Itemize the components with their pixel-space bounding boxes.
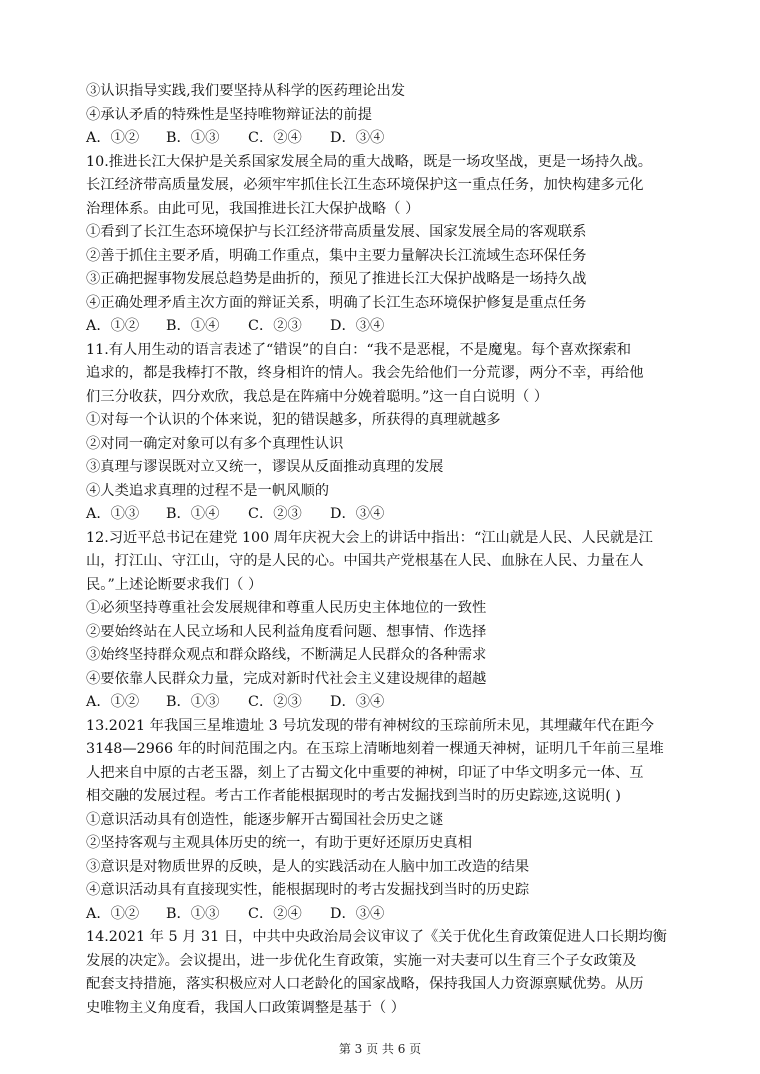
question-9-tail xyxy=(86,80,686,151)
option-line: ③认识指导实践,我们要坚持从科学的医药理论出发 xyxy=(86,83,406,99)
document-page xyxy=(86,80,686,1020)
answer-choices xyxy=(86,315,686,339)
option-line: ③正确把握事物发展总趋势是曲折的，预见了推进长江大保护战略是一场持久战 xyxy=(86,271,587,287)
answer-choices xyxy=(86,503,686,527)
choice-b: B．①③ xyxy=(166,694,220,710)
choice-c: C．②④ xyxy=(248,130,302,146)
question-stem-line: 发展的决定》。会议提出，进一步优化生育政策，实施一对夫妻可以生育三个子女政策及 xyxy=(86,952,637,969)
option-line: ④意识活动具有直接现实性，能根据现时的考古发掘找到当时的历史踪 xyxy=(86,882,530,898)
question-stem-line: 民。”上述论断要求我们（ ） xyxy=(86,576,263,593)
question-stem-line: 山，打江山、守江山，守的是人民的心。中国共产党根基在人民、血脉在人民、力量在人 xyxy=(86,553,644,569)
question-stem-line: 14.2021 年 5 月 31 日，中共中央政治局会议审议了《关于优化生育政策促进人口长期均衡 xyxy=(86,929,667,945)
question-stem-line: 13.2021 年我国三星堆遗址 3 号坑发现的带有神树纹的玉琮前所未见，其埋藏年代在距今 xyxy=(86,717,654,734)
answer-choices xyxy=(86,691,686,715)
option-line: ④承认矛盾的特殊性是坚持唯物辩证法的前提 xyxy=(86,106,372,123)
option-line: ④要依靠人民群众力量，完成对新时代社会主义建设规律的超越 xyxy=(86,670,487,687)
choice-d: D．③④ xyxy=(330,694,385,710)
question-stem-line: 10.推进长江大保护是关系国家发展全局的重大战略，既是一场攻坚战，更是一场持久战。 xyxy=(86,153,653,170)
question-stem-line: 们三分收获，四分欢欣，我总是在阵痛中分娩着聪明。”这一自白说明（ ） xyxy=(86,388,549,405)
answer-choices xyxy=(86,903,686,927)
option-line: ②要始终站在人民立场和人民利益角度看问题、想事情、作选择 xyxy=(86,623,487,640)
option-line: ③真理与谬误既对立又统一，谬误从反面推动真理的发展 xyxy=(86,459,444,475)
question-stem-line: 相交融的发展过程。考古工作者能根据现时的考古发掘找到当时的历史踪迹,这说明( ) xyxy=(86,788,621,804)
question-stem-line: 11.有人用生动的语言表述了“错误”的自白：“我不是恶棍，不是魔鬼。每个喜欢探索和 xyxy=(86,341,632,358)
option-line: ④人类追求真理的过程不是一帆风顺的 xyxy=(86,482,330,499)
option-line: ①看到了长江生态环境保护与长江经济带高质量发展、国家发展全局的客观联系 xyxy=(86,224,587,240)
choice-c: C．②③ xyxy=(248,318,302,334)
option-line: ②对同一确定对象可以有多个真理性认识 xyxy=(86,435,344,452)
choice-a: A．①② xyxy=(86,905,140,922)
answer-choices xyxy=(86,127,686,151)
choice-c: C．②③ xyxy=(248,694,302,710)
option-line: ②善于抓住主要矛盾，明确工作重点，集中主要力量解决长江流域生态环保任务 xyxy=(86,247,587,264)
question-stem-line: 长江经济带高质量发展，必须牢牢抓住长江生态环境保护这一重点任务，加快构建多元化 xyxy=(86,177,644,193)
choice-d: D．③④ xyxy=(330,905,385,922)
question-11 xyxy=(86,339,686,527)
choice-d: D．③④ xyxy=(330,506,385,522)
question-stem-line: 追求的，都是我棒打不散，终身相许的情人。我会先给他们一分荒谬，两分不幸，再给他 xyxy=(86,365,644,381)
option-line: ①必须坚持尊重社会发展规律和尊重人民历史主体地位的一致性 xyxy=(86,600,487,616)
option-line: ①对每一个认识的个体来说，犯的错误越多，所获得的真理就越多 xyxy=(86,412,501,428)
choice-c: C．②④ xyxy=(248,905,302,922)
option-line: ④正确处理矛盾主次方面的辩证关系，明确了长江生态环境保护修复是重点任务 xyxy=(86,294,587,311)
question-stem-line: 人把来自中原的古老玉器，刻上了古蜀文化中重要的神树，印证了中华文明多元一体、互 xyxy=(86,764,644,781)
page-number-footer: 第 3 页 共 6 页 xyxy=(338,1042,422,1056)
question-14 xyxy=(86,926,686,1020)
choice-b: B．①③ xyxy=(166,130,220,146)
option-line: ②坚持客观与主观具体历史的统一，有助于更好还原历史真相 xyxy=(86,835,473,851)
question-stem-line: 史唯物主义角度看，我国人口政策调整是基于（ ） xyxy=(86,999,406,1016)
choice-d: D．③④ xyxy=(330,130,385,146)
choice-c: C．②③ xyxy=(248,506,302,522)
question-stem-line: 治理体系。由此可见，我国推进长江大保护战略（ ） xyxy=(86,200,420,217)
question-stem-line: 3148—2966 年的时间范围之内。在玉琮上清晰地刻着一棵通天神树，证明几千年前三星堆 xyxy=(86,741,664,757)
option-line: ①意识活动具有创造性，能逐步解开古蜀国社会历史之谜 xyxy=(86,811,444,828)
choice-b: B．①④ xyxy=(166,318,220,334)
question-stem-line: 配套支持措施，落实积极应对人口老龄化的国家战略，保持我国人力资源禀赋优势。从历 xyxy=(86,976,644,992)
option-line: ③始终坚持群众观点和群众路线，不断满足人民群众的各种需求 xyxy=(86,647,487,663)
choice-b: B．①③ xyxy=(166,905,220,922)
choice-a: A．①② xyxy=(86,318,140,334)
question-13 xyxy=(86,715,686,927)
choice-b: B．①④ xyxy=(166,506,220,522)
choice-a: A．①② xyxy=(86,130,140,146)
choice-d: D．③④ xyxy=(330,318,385,334)
choice-a: A．①③ xyxy=(86,506,140,522)
option-line: ③意识是对物质世界的反映，是人的实践活动在人脑中加工改造的结果 xyxy=(86,858,530,875)
question-stem-line: 12.习近平总书记在建党 100 周年庆祝大会上的讲话中指出：“江山就是人民、人民就是江 xyxy=(86,529,653,546)
question-12 xyxy=(86,527,686,715)
question-10 xyxy=(86,151,686,339)
choice-a: A．①② xyxy=(86,694,140,710)
